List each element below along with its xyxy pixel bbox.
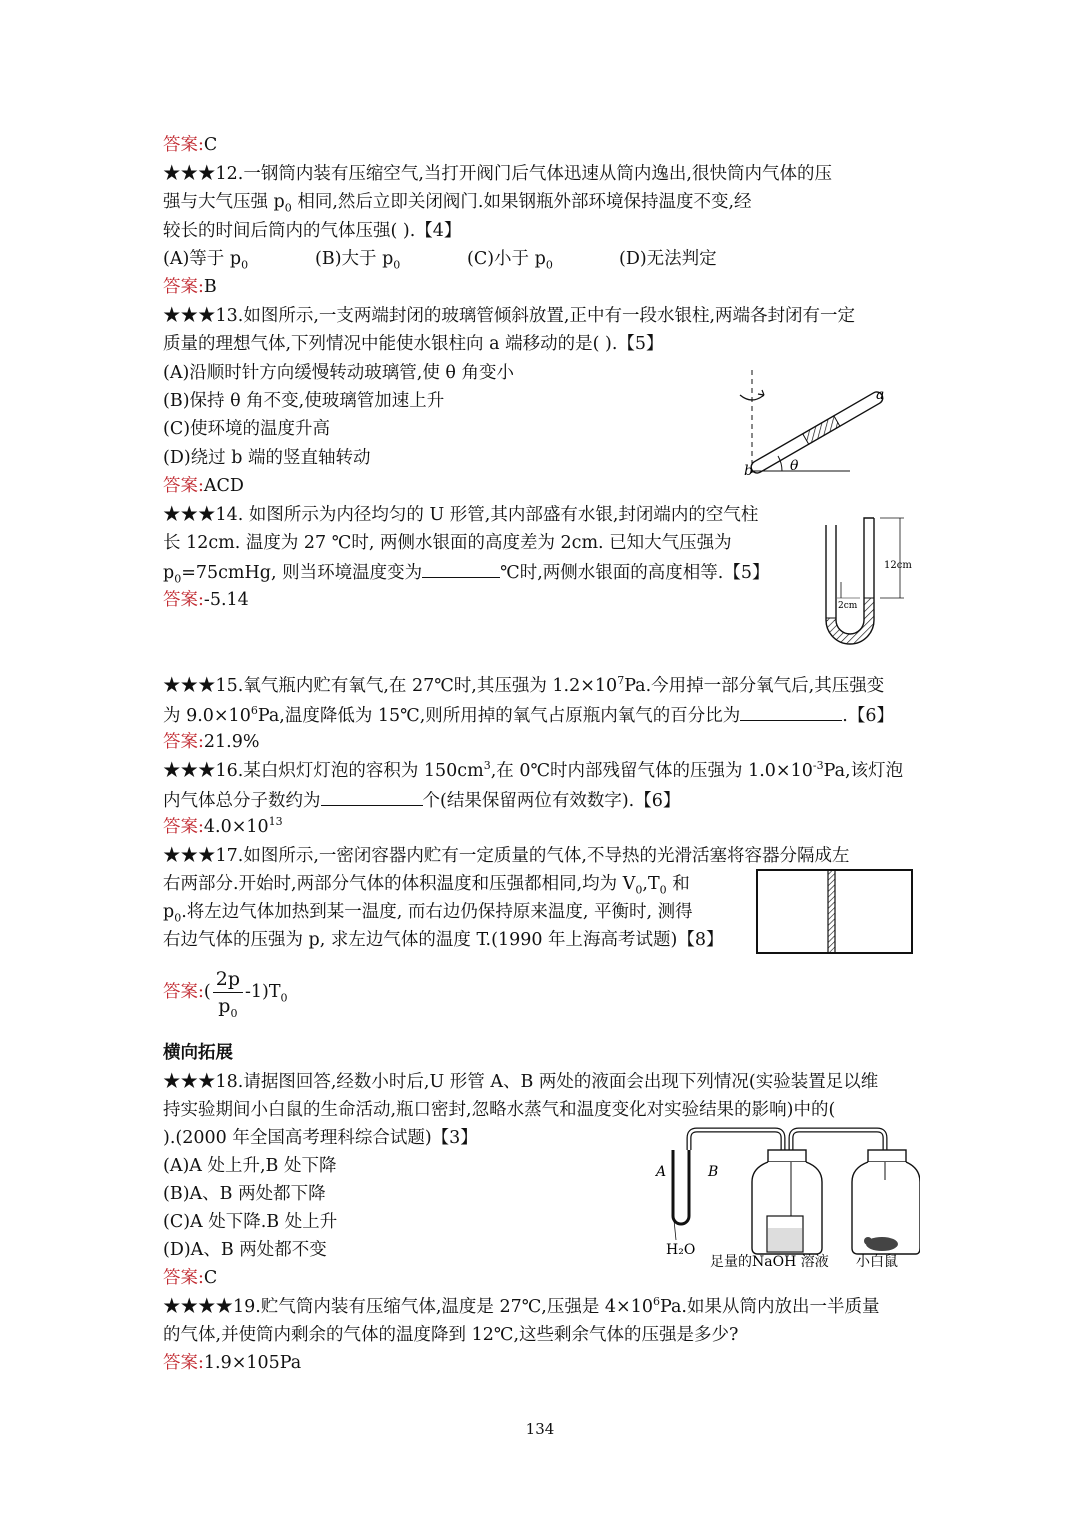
fig-label-mouse: 小白鼠 bbox=[856, 1254, 898, 1270]
q14-line1: ★★★14. 如图所示为内径均匀的 U 形管,其内部盛有水银,封闭端内的空气柱 bbox=[163, 505, 759, 525]
fig-label-A: A bbox=[656, 1164, 667, 1180]
q14-line3: $p_0=75cmHg$, 则当环境温度变为 ℃时,两侧水银面的高度相等.【5】 bbox=[163, 559, 769, 585]
q14-line2: 长 12cm. 温度为 27 ℃时, 两侧水银面的高度差为 2cm. 已知大气压强为 bbox=[163, 533, 732, 553]
q18-option-b: (B)A、B 两处都下降 bbox=[163, 1184, 326, 1204]
fig-label-naoh: 足量的NaOH 溶液 bbox=[710, 1254, 829, 1270]
q16-blank bbox=[321, 787, 423, 806]
q16-line1: ★★★16.某白炽灯灯泡的容积为 $150cm^3$,在 0℃时内部残留气体的压强为 $1.0\times 10^{-3}Pa$,该灯泡 bbox=[163, 759, 904, 781]
q19-line2: 的气体,并使筒内剩余的气体的温度降到 12℃,这些剩余气体的压强是多少? bbox=[163, 1325, 739, 1345]
q12-option-a: (A)等于 $p_0$ bbox=[163, 249, 249, 272]
q17-line3: $p_0$.将左边气体加热到某一温度, 而右边仍保持原来温度, 平衡时, 测得 bbox=[163, 902, 693, 925]
fig-label-B: B bbox=[708, 1164, 719, 1180]
fig-label-a: a bbox=[876, 387, 885, 403]
page-number: 134 bbox=[525, 1420, 555, 1438]
answer-q17-fraction: $\frac{2p}{p_0}$ bbox=[213, 966, 243, 1019]
q13-option-c: (C)使环境的温度升高 bbox=[163, 419, 331, 439]
q15-blank bbox=[740, 702, 842, 721]
fig-label-2cm: 2cm bbox=[838, 601, 858, 611]
q19-line1: ★★★★19.贮气筒内装有压缩气体,温度是 27℃,压强是 $4\times 10^6Pa$.如果从筒内放出一半质量 bbox=[163, 1295, 880, 1317]
answer-q14: 答案:-5.14 bbox=[163, 590, 249, 610]
q12-line2: 强与大气压强 $p_0$ 相同,然后立即关闭阀门.如果钢瓶外部环境保持温度不变,经 bbox=[163, 192, 752, 215]
answer-q12: 答案:B bbox=[163, 277, 217, 297]
q13-option-a: (A)沿顺时针方向缓慢转动玻璃管,使 θ 角变小 bbox=[163, 363, 515, 383]
q15-line1: ★★★15.氧气瓶内贮有氧气,在 27℃时,其压强为 $1.2\times 10^7Pa$.今用掉一部分氧气后,其压强变 bbox=[163, 674, 885, 696]
q12-line1: ★★★12.一钢筒内装有压缩空气,当打开阀门后气体迅速从筒内逸出,很快筒内气体的压 bbox=[163, 164, 832, 184]
tilted-tube-figure bbox=[730, 365, 900, 480]
fig-label-b: b bbox=[744, 463, 753, 479]
section-heading: 横向拓展 bbox=[163, 1043, 233, 1063]
q14-blank bbox=[422, 559, 500, 578]
q18-option-d: (D)A、B 两处都不变 bbox=[163, 1240, 327, 1260]
fig-label-theta: θ bbox=[790, 458, 799, 474]
q13-option-b: (B)保持 θ 角不变,使玻璃管加速上升 bbox=[163, 391, 445, 411]
answer-q16: 答案$:4.0\times 10^{13}$ bbox=[163, 815, 283, 837]
q13-line1: ★★★13.如图所示,一支两端封闭的玻璃管倾斜放置,正中有一段水银柱,两端各封闭有一定 bbox=[163, 306, 856, 326]
q12-option-d: (D)无法判定 bbox=[619, 249, 717, 269]
answer-q18: 答案:C bbox=[163, 1268, 218, 1288]
u-tube-figure bbox=[810, 510, 920, 660]
piston-container-figure bbox=[755, 868, 915, 956]
fig-label-water: H₂O bbox=[666, 1242, 696, 1258]
answer-q19: 答案:1.9×105Pa bbox=[163, 1353, 302, 1373]
q17-line4: 右边气体的压强为 p, 求左边气体的温度 T.(1990 年上海高考试题)【8】 bbox=[163, 930, 724, 950]
fig-label-12cm: 12cm bbox=[884, 560, 912, 571]
q12-option-c: (C)小于 $p_0$ bbox=[467, 249, 553, 272]
q18-line1: ★★★18.请据图回答,经数小时后,U 形管 A、B 两处的液面会出现下列情况(实验装置足以维 bbox=[163, 1072, 879, 1092]
q17-line1: ★★★17.如图所示,一密闭容器内贮有一定质量的气体,不导热的光滑活塞将容器分隔成左 bbox=[163, 846, 850, 866]
q15-line2: 为 $9.0\times 10^6Pa$,温度降低为 15℃,则所用掉的氧气占原瓶内氧气的百分比为 .【6】 bbox=[163, 702, 894, 728]
answer-q11: 答案:C bbox=[163, 135, 218, 155]
q13-option-d: (D)绕过 b 端的竖直轴转动 bbox=[163, 448, 371, 468]
answer-q15: 答案:21.9% bbox=[163, 732, 260, 752]
q18-option-c: (C)A 处下降.B 处上升 bbox=[163, 1212, 338, 1232]
answer-q17: 答案:( $\frac{2p}{p_0}$ $-1)T_0$ bbox=[163, 968, 288, 1020]
q12-line3: 较长的时间后筒内的气体压强( ).【4】 bbox=[163, 221, 462, 241]
q18-line2: 持实验期间小白鼠的生命活动,瓶口密封,忽略水蒸气和温度变化对实验结果的影响)中的( bbox=[163, 1100, 836, 1120]
q17-line2: 右两部分.开始时,两部分气体的体积温度和压强都相同,均为 $V_0,T_0$ 和 bbox=[163, 874, 690, 897]
mouse-experiment-figure bbox=[650, 1120, 920, 1280]
answer-q13: 答案:ACD bbox=[163, 476, 244, 496]
q13-line2: 质量的理想气体,下列情况中能使水银柱向 a 端移动的是( ).【5】 bbox=[163, 334, 664, 354]
q18-option-a: (A)A 处上升,B 处下降 bbox=[163, 1156, 337, 1176]
q18-line3: ).(2000 年全国高考理科综合试题)【3】 bbox=[163, 1128, 478, 1148]
q12-option-b: (B)大于 $p_0$ bbox=[315, 249, 401, 272]
q16-line2: 内气体总分子数约为 个(结果保留两位有效数字).【6】 bbox=[163, 787, 680, 813]
